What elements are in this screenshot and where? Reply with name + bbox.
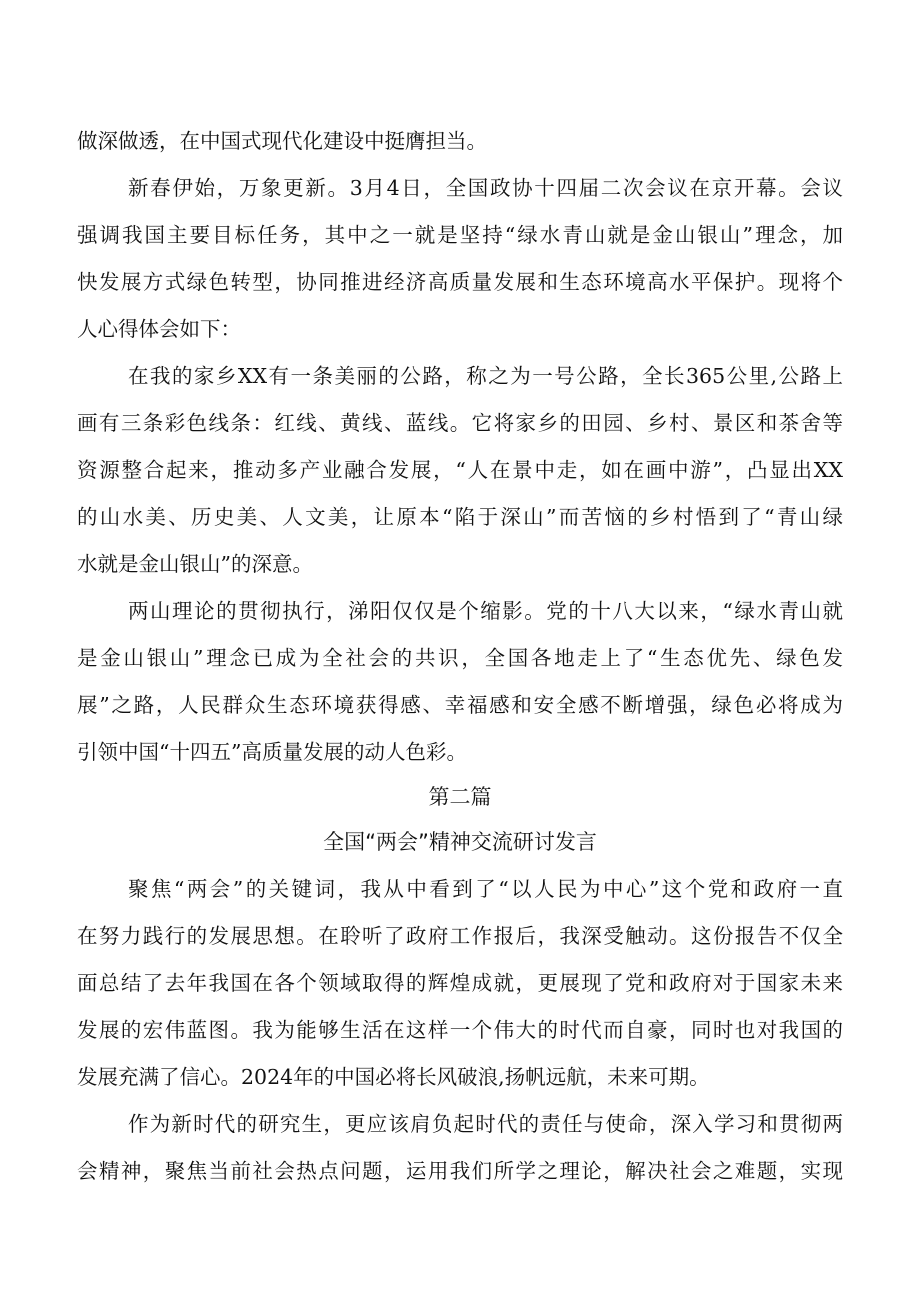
paragraph-continuation [77, 118, 843, 165]
paragraph-focus-keywords [77, 866, 843, 1101]
text-line: 展”之路，人民群众生态环境获得感、幸福感和安全感不断增强，绿色必将成为 [77, 693, 843, 717]
article-title: 全国“两会”精神交流研讨发言 [323, 830, 597, 854]
paragraph-two-mountains-theory [77, 588, 843, 776]
section-title: 第二篇 [428, 785, 492, 809]
text-line: 做深做透，在中国式现代化建设中挺膺担当。 [77, 129, 487, 153]
text-line: 两山理论的贯彻执行，涕阳仅仅是个缩影。党的十八大以来，“绿水青山就 [128, 599, 843, 623]
text-line: 引领中国“十四五”高质量发展的动人色彩。 [77, 740, 467, 764]
text-line: 在我的家乡XX有一条美丽的公路，称之为一号公路，全长365公里,公路上 [128, 364, 843, 388]
text-line: 发展的宏伟蓝图。我为能够生活在这样一个伟大的时代而自豪，同时也对我国的 [77, 1018, 843, 1042]
text-line: 强调我国主要目标任务，其中之一就是坚持“绿水青山就是金山银山”理念，加 [77, 223, 843, 247]
paragraph-hometown-road [77, 353, 843, 588]
paragraph-graduate-student [77, 1101, 843, 1195]
text-line: 会精神，聚焦当前社会热点问题，运用我们所学之理论，解决社会之难题，实现 [77, 1159, 843, 1183]
text-line: 人心得体会如下： [77, 317, 241, 341]
text-line: 资源整合起来，推动多产业融合发展，“人在景中走，如在画中游”，凸显出XX [77, 458, 843, 482]
paragraph-new-spring [77, 165, 843, 353]
text-line: 发展充满了信心。2024年的中国必将长风破浪,扬帆远航，未来可期。 [77, 1065, 710, 1089]
text-line: 在努力践行的发展思想。在聆听了政府工作报后，我深受触动。这份报告不仅全 [77, 924, 843, 948]
text-line: 画有三条彩色线条：红线、黄线、蓝线。它将家乡的田园、乡村、景区和茶舍等 [77, 411, 843, 435]
text-line: 作为新时代的研究生，更应该肩负起时代的责任与使命，深入学习和贯彻两 [128, 1112, 843, 1136]
text-line: 面总结了去年我国在各个领域取得的辉煌成就，更展现了党和政府对于国家未来 [77, 971, 843, 995]
text-line: 是金山银山”理念已成为全社会的共识，全国各地走上了“生态优先、绿色发 [77, 646, 843, 670]
text-line: 新春伊始，万象更新。3月4日，全国政协十四届二次会议在京开幕。会议 [128, 176, 843, 200]
text-line: 快发展方式绿色转型，协同推进经济高质量发展和生态环境高水平保护。现将个 [77, 270, 843, 294]
text-line: 水就是金山银山”的深意。 [77, 552, 313, 576]
text-line: 聚焦“两会”的关键词，我从中看到了“以人民为中心”这个党和政府一直 [128, 877, 843, 901]
document-body [77, 118, 843, 1195]
text-line: 的山水美、历史美、人文美，让原本“陷于深山”而苦恼的乡村悟到了“青山绿 [77, 505, 843, 529]
